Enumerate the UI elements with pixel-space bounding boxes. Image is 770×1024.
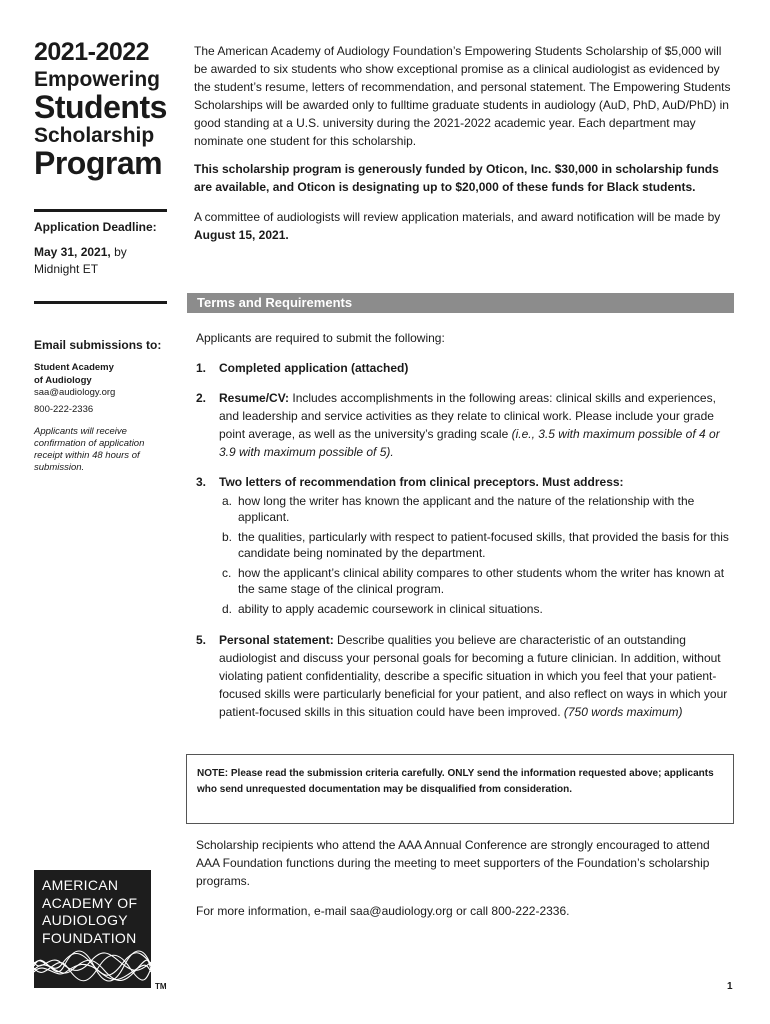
title-line-empowering: Empowering: [34, 68, 161, 91]
item-label: Two letters of recommendation from clinical preceptors. Must address:: [219, 475, 624, 489]
list-item: [196, 631, 732, 721]
contact-block: [34, 362, 170, 400]
sub-item-text: ability to apply academic coursework in clinical situations.: [238, 602, 543, 616]
item-text: Includes accomplishments in the following areas: clinical skills and experiences, and leadership and service activities as they relate to clinical work. Please include your grade point average, as well as the university’s grading scale: [219, 391, 716, 441]
committee-text: A committee of audiologists will review application materials, and award notification will be made by: [194, 210, 721, 224]
more-info-paragraph: For more information, e-mail saa@audiology.org or call 800-222-2336.: [196, 904, 570, 918]
sidebar: [34, 40, 170, 474]
funding-paragraph: This scholarship program is generously funded by Oticon, Inc. $30,000 in scholarship funds are available, and Oticon is designating up to $20,000 of these funds for Black students.: [194, 162, 719, 194]
logo-line: AUDIOLOGY: [42, 912, 128, 928]
title-line-students: Students: [34, 89, 167, 125]
foundation-logo: [34, 870, 151, 988]
sub-list-item: [219, 601, 732, 617]
sub-list: [219, 493, 732, 617]
sub-item-letter: c.: [222, 566, 232, 580]
email-label: Email submissions to:: [34, 338, 162, 352]
logo-line: ACADEMY OF: [42, 894, 138, 911]
title-year: 2021-2022: [34, 38, 150, 66]
intro-section: [194, 42, 734, 244]
item-number: 3.: [196, 475, 207, 489]
item-text: Describe qualities you believe are characteristic of an outstanding audiologist and discuss your personal goals for becoming a future clinician. In addition, without violating patient confidentiality, describe a specific situation in which you feel that your patient-focused skills were particularly beneficial for your patient, and also reflect on ways in which your patient-focused skills in this situation could have been improved.: [219, 633, 728, 719]
item-label: Resume/CV:: [219, 391, 290, 405]
committee-paragraph: [194, 208, 734, 244]
closing-paragraph: Scholarship recipients who attend the AAA Annual Conference are strongly encouraged to attend AAA Foundation functions during the meeting to meet supporters of the Foundation’s scholarship programs.: [196, 838, 710, 888]
logo-line: AMERICAN: [42, 877, 119, 893]
sub-list-item: [219, 529, 732, 561]
item-italic-text: (750 words maximum): [563, 705, 683, 719]
contact-phone: 800-222-2336: [34, 403, 94, 415]
requirements-section: [196, 329, 732, 721]
contact-name-line1: Student Academy: [34, 362, 114, 373]
deadline-label: Application Deadline:: [34, 220, 157, 234]
logo-line: FOUNDATION: [42, 929, 137, 946]
contact-email-link[interactable]: saa@audiology.org: [34, 387, 116, 398]
section-heading-terms: Terms and Requirements: [187, 293, 734, 313]
deadline-date: May 31, 2021,: [34, 245, 111, 259]
item-number: 2.: [196, 391, 207, 405]
trademark-symbol: TM: [155, 982, 167, 991]
requirements-intro: Applicants are required to submit the following:: [196, 331, 445, 345]
item-number: 5.: [196, 633, 207, 647]
sub-item-letter: d.: [222, 602, 233, 616]
confirmation-note: Applicants will receive confirmation of application receipt within 48 hours of submission.: [34, 425, 145, 473]
divider: [34, 301, 167, 304]
sub-item-text: the qualities, particularly with respect to patient-focused skills, that provided the basis for this candidate being nominated by the department.: [238, 530, 729, 560]
title-line-scholarship: Scholarship: [34, 124, 155, 147]
list-item: [196, 473, 732, 617]
list-item: [196, 359, 732, 377]
title-line-program: Program: [34, 145, 163, 181]
intro-paragraph: The American Academy of Audiology Foundation’s Empowering Students Scholarship of $5,000 will be awarded to six students who show exceptional promise as a clinical audiologist as evidenced by the student’s resume, letters of recommendation, and personal statement. The Empowering Students Scholarships will be awarded only to fulltime graduate students in audiology (AuD, PhD, AuD/PhD) in good standing at a U.S. university during the 2021-2022 academic year. Each department may nominate one student for this scholarship.: [194, 44, 731, 148]
sub-list-item: [219, 493, 732, 525]
sub-list-item: [219, 565, 732, 597]
closing-section: [196, 836, 732, 920]
page-title: [34, 40, 170, 179]
logo-wordmark: [42, 877, 137, 947]
page-number: 1: [727, 981, 733, 992]
note-box: NOTE: Please read the submission criteria carefully. ONLY send the information requested above; applicants who send unrequested documentation may be disqualified from consideration.: [186, 754, 734, 824]
deadline-text: [34, 244, 170, 278]
deadline-time: by Midnight ET: [34, 245, 127, 276]
sub-item-text: how the applicant’s clinical ability compares to other students whom the writer has known at the same stage of the clinical program.: [238, 566, 725, 596]
sub-item-letter: a.: [222, 494, 233, 508]
divider: [34, 209, 167, 212]
notification-date: August 15, 2021.: [194, 228, 289, 242]
sub-item-text: how long the writer has known the applicant and the nature of the relationship with the applicant.: [238, 494, 695, 524]
item-label: Completed application (attached): [219, 361, 409, 375]
item-italic-text: (i.e., 3.5 with maximum possible of 4 or 3.9 with maximum possible of 5).: [219, 427, 720, 459]
item-label: Personal statement:: [219, 633, 334, 647]
sub-item-letter: b.: [222, 530, 233, 544]
contact-name-line2: of Audiology: [34, 374, 92, 386]
sound-wave-icon: [34, 944, 151, 988]
item-number: 1.: [196, 361, 207, 375]
list-item: [196, 389, 732, 461]
